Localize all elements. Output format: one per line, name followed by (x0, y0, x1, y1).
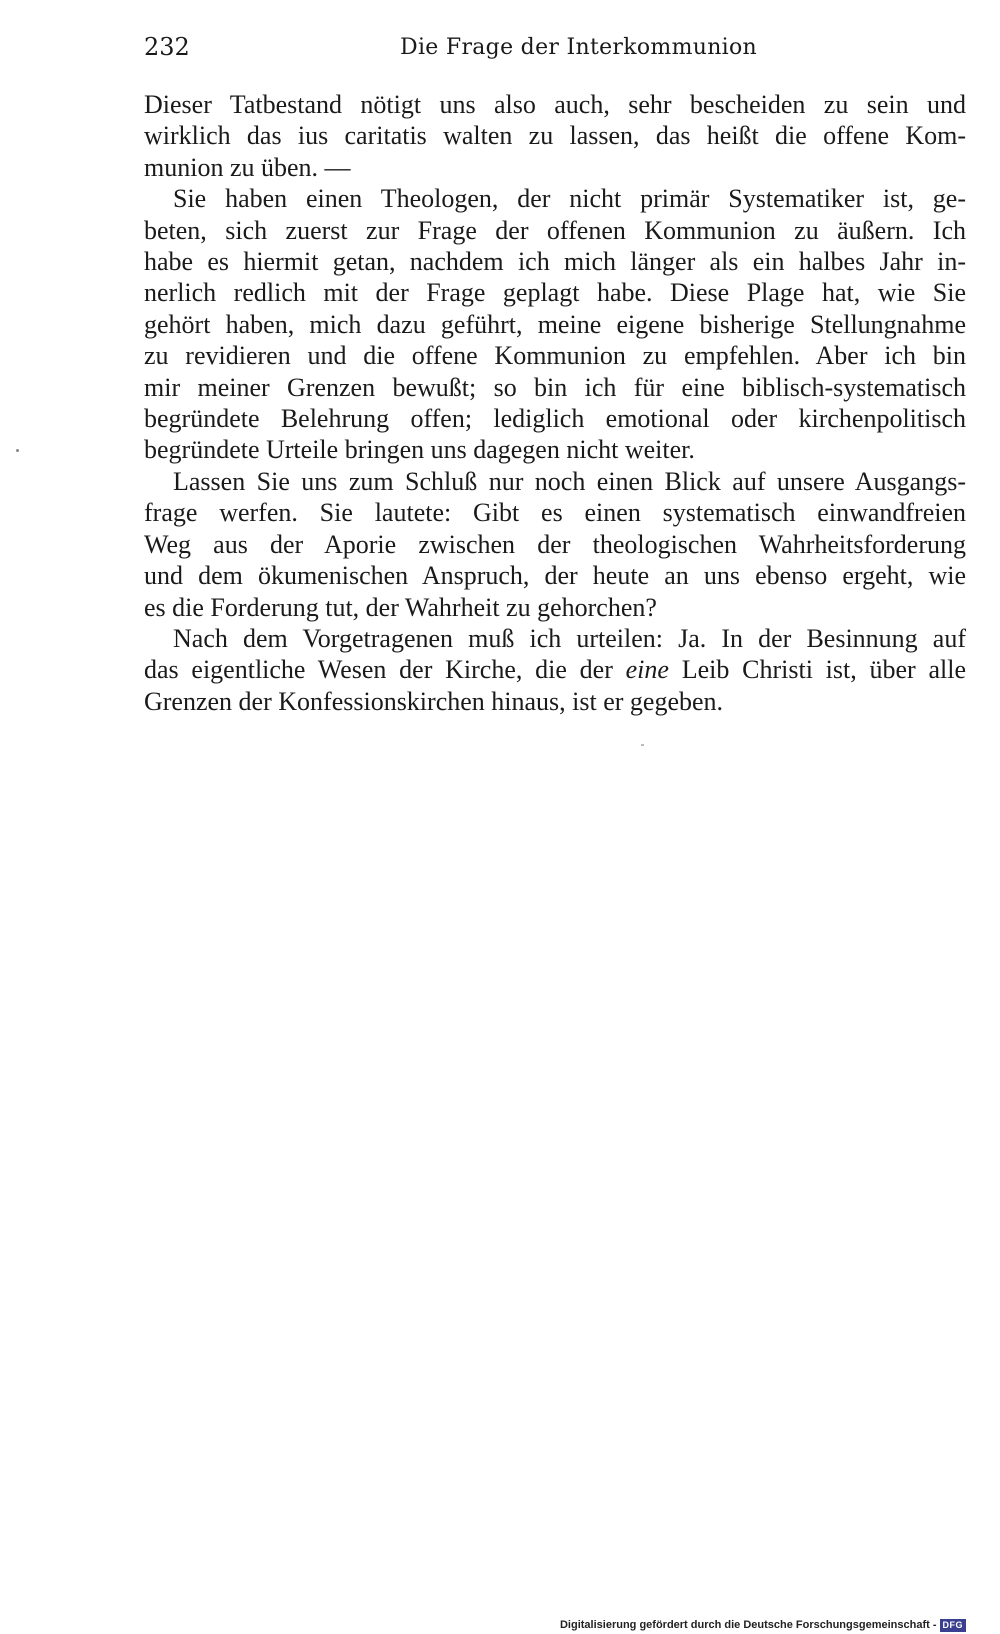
text-line: Nach dem Vorgetragenen muß ich urteilen: Ja. In der Besinnung auf (173, 623, 966, 653)
text-segment: Leib Christi ist, über alle (668, 655, 966, 685)
scan-speck (641, 744, 644, 746)
scan-speck (16, 449, 19, 452)
text-line: habe es hiermit getan, nachdem ich mich länger als ein halbes Jahr in- (144, 247, 966, 277)
text-line: wirklich das ius caritatis walten zu lassen, das heißt die offene Kom- (144, 121, 966, 151)
running-title: Die Frage der Interkommunion (400, 35, 758, 60)
page-number: 232 (144, 33, 190, 61)
text-line: Grenzen der Konfessionskirchen hinaus, ist er gegeben. (144, 686, 724, 716)
text-line: Dieser Tatbestand nötigt uns also auch, sehr bescheiden zu sein und (144, 90, 966, 119)
text-line: Weg aus der Aporie zwischen der theologischen Wahrheitsforderung (144, 529, 966, 559)
text-line: gehört haben, mich dazu geführt, meine eigene bisherige Stellungnahme (144, 309, 966, 339)
text-line: und dem ökumenischen Anspruch, der heute an uns ebenso ergeht, wie (144, 561, 966, 591)
text-line (144, 654, 966, 685)
text-line: begründete Urteile bringen uns dagegen nicht weiter. (144, 435, 695, 465)
text-line: mir meiner Grenzen bewußt; so bin ich für eine biblisch-systematisch (144, 372, 966, 402)
text-line: frage werfen. Sie lautete: Gibt es einen systematisch einwandfreien (144, 498, 966, 528)
text-line: es die Forderung tut, der Wahrheit zu gehorchen? (144, 592, 657, 622)
text-segment: das eigentliche Wesen der Kirche, die der (144, 655, 626, 685)
text-line: Lassen Sie uns zum Schluß nur noch einen Blick auf unsere Ausgangs- (173, 466, 966, 496)
text-line: begründete Belehrung offen; lediglich emotional oder kirchenpolitisch (144, 404, 966, 434)
text-line: Sie haben einen Theologen, der nicht primär Systematiker ist, ge- (173, 184, 966, 214)
text-line: zu revidieren und die offene Kommunion zu empfehlen. Aber ich bin (144, 341, 966, 371)
dfg-logo-icon: DFG (940, 1619, 967, 1632)
text-line: nerlich redlich mit der Frage geplagt habe. Diese Plage hat, wie Sie (144, 278, 966, 308)
emphasized-word: eine (625, 655, 669, 685)
body-text (144, 89, 966, 717)
text-line: munion zu üben. — (144, 152, 351, 182)
digitization-credit (560, 1618, 966, 1632)
text-line: beten, sich zuerst zur Frage der offenen Kommunion zu äußern. Ich (144, 215, 966, 245)
credit-text: Digitalisierung gefördert durch die Deutsche Forschungsgemeinschaft - (559, 1619, 937, 1631)
